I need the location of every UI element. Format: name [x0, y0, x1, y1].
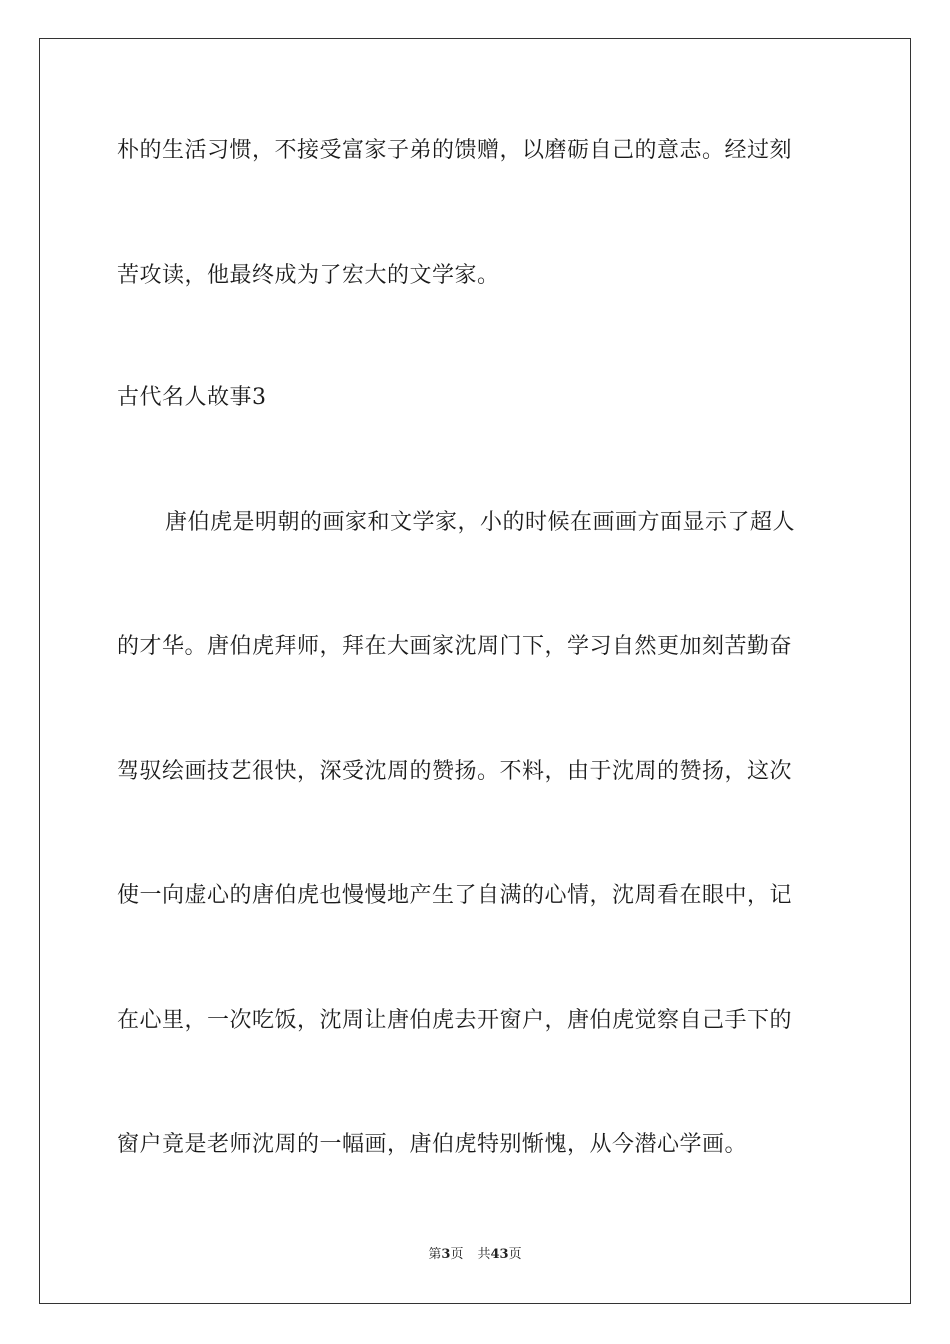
body-line-8: 窗户竟是老师沈周的一幅画，唐伯虎特别惭愧，从今潜心学画。	[117, 1132, 748, 1157]
total-suffix: 页	[508, 1247, 522, 1262]
body-line-4: 的才华。唐伯虎拜师，拜在大画家沈周门下，学习自然更加刻苦勤奋	[117, 634, 793, 659]
body-line-6: 使一向虚心的唐伯虎也慢慢地产生了自满的心情，沈周看在眼中，记	[117, 883, 793, 908]
page-frame	[39, 38, 911, 1304]
page-prefix: 第	[428, 1247, 442, 1262]
body-line-1: 朴的生活习惯，不接受富家子弟的馈赠，以磨砺自己的意志。经过刻	[117, 138, 793, 163]
body-line-3: 唐伯虎是明朝的画家和文学家，小的时候在画画方面显示了超人	[165, 510, 796, 535]
section-heading: 古代名人故事3	[117, 385, 267, 410]
body-line-5: 驾驭绘画技艺很快，深受沈周的赞扬。不料，由于沈周的赞扬，这次	[117, 759, 793, 784]
total-prefix: 共	[477, 1247, 491, 1262]
body-line-7: 在心里，一次吃饭，沈周让唐伯虎去开窗户，唐伯虎觉察自己手下的	[117, 1008, 793, 1033]
page-number: 3	[441, 1247, 451, 1262]
total-pages: 43	[490, 1247, 509, 1262]
body-line-2: 苦攻读，他最终成为了宏大的文学家。	[117, 263, 500, 288]
page-suffix: 页	[450, 1247, 464, 1262]
page-footer	[0, 1246, 950, 1264]
